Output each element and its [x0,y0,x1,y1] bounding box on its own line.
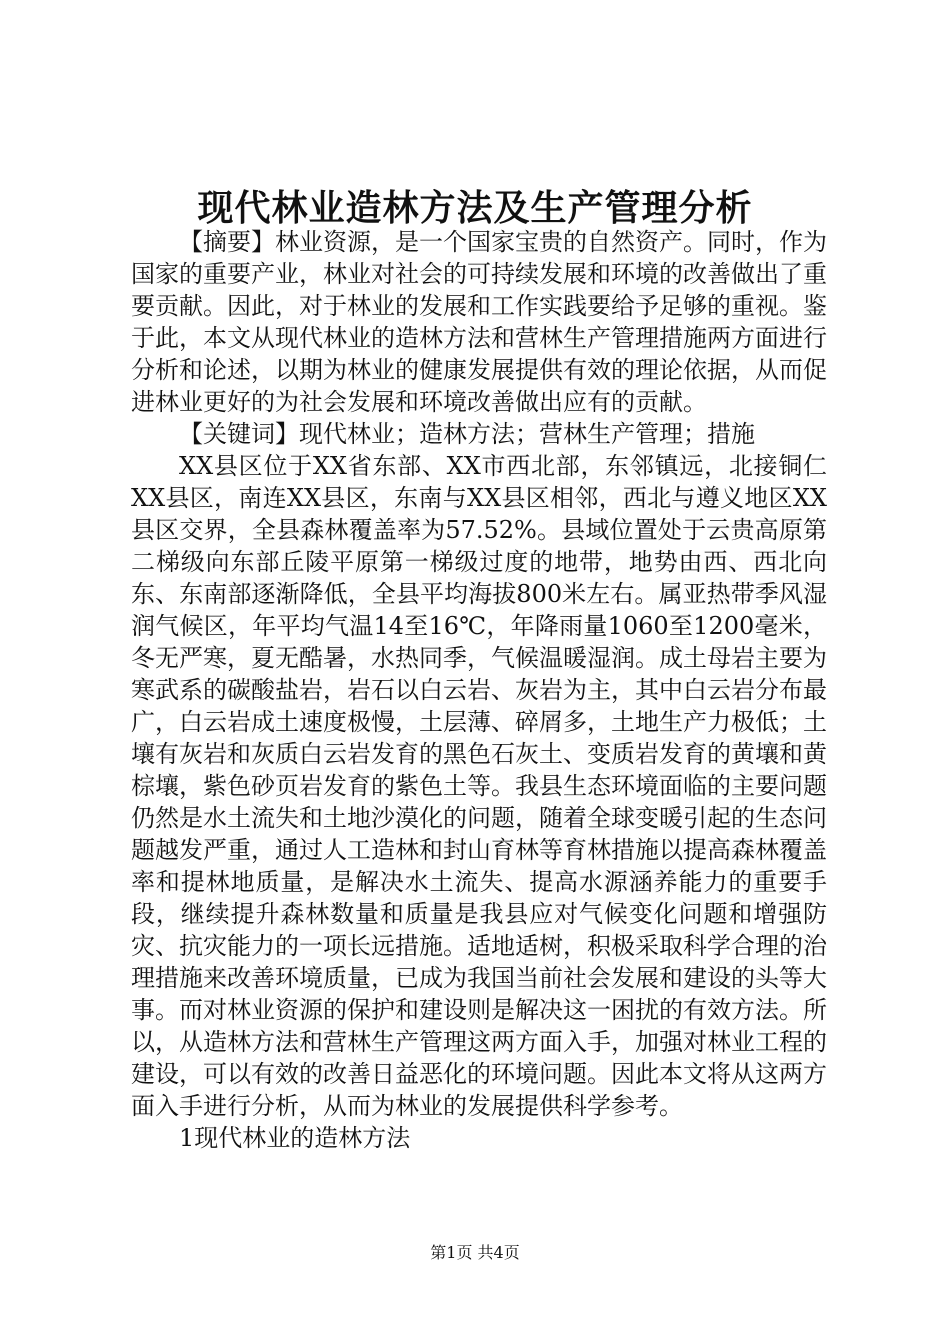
keywords-paragraph: 【关键词】现代林业；造林方法；营林生产管理；措施 [179,420,755,448]
body-paragraph: XX县区位于XX省东部、XX市西北部，东邻镇远，北接铜仁XX县区，南连XX县区，东南与XX县区相邻，西北与遵义地区XX县区交界，全县森林覆盖率为57.52%。县域位置处于云贵高原第二梯级向东部丘陵平原第一梯级过度的地带，地势由西、西北向东、东南部逐渐降低，全县平均海拔800米左右。属亚热带季风湿润气候区，年平均气温14至16℃，年降雨量1060至1200毫米，冬无严寒，夏无酷暑，水热同季，气候温暖湿润。成土母岩主要为寒武系的碳酸盐岩，岩石以白云岩、灰岩为主，其中白云岩分布最广，白云岩成土速度极慢，土层薄、碎屑多，土地生产力极低；土壤有灰岩和灰质白云岩发育的黑色石灰土、变质岩发育的黄壤和黄棕壤，紫色砂页岩发育的紫色土等。我县生态环境面临的主要问题仍然是水土流失和土地沙漠化的问题，随着全球变暖引起的生态问题越发严重，通过人工造林和封山育林等育林措施以提高森林覆盖率和提林地质量，是解决水土流失、提高水源涵养能力的重要手段，继续提升森林数量和质量是我县应对气候变化问题和增强防灾、抗灾能力的一项长远措施。适地适树，积极采取科学合理的治理措施来改善环境质量，已成为我国当前社会发展和建设的头等大事。而对林业资源的保护和建设则是解决这一困扰的有效方法。所以，从造林方法和营林生产管理这两方面入手，加强对林业工程的建设，可以有效的改善日益恶化的环境问题。因此本文将从这两方面入手进行分析，从而为林业的发展提供科学参考。 [131,452,827,1120]
document-body [131,226,827,1154]
document-title: 现代林业造林方法及生产管理分析 [197,187,753,229]
abstract-paragraph: 【摘要】林业资源，是一个国家宝贵的自然资产。同时，作为国家的重要产业，林业对社会的可持续发展和环境的改善做出了重要贡献。因此，对于林业的发展和工作实践要给予足够的重视。鉴于此，本文从现代林业的造林方法和营林生产管理措施两方面进行分析和论述，以期为林业的健康发展提供有效的理论依据，从而促进林业更好的为社会发展和环境改善做出应有的贡献。 [131,228,827,416]
page-footer: 第1页 共4页 [430,1243,520,1262]
section-heading: 1现代林业的造林方法 [179,1124,411,1152]
